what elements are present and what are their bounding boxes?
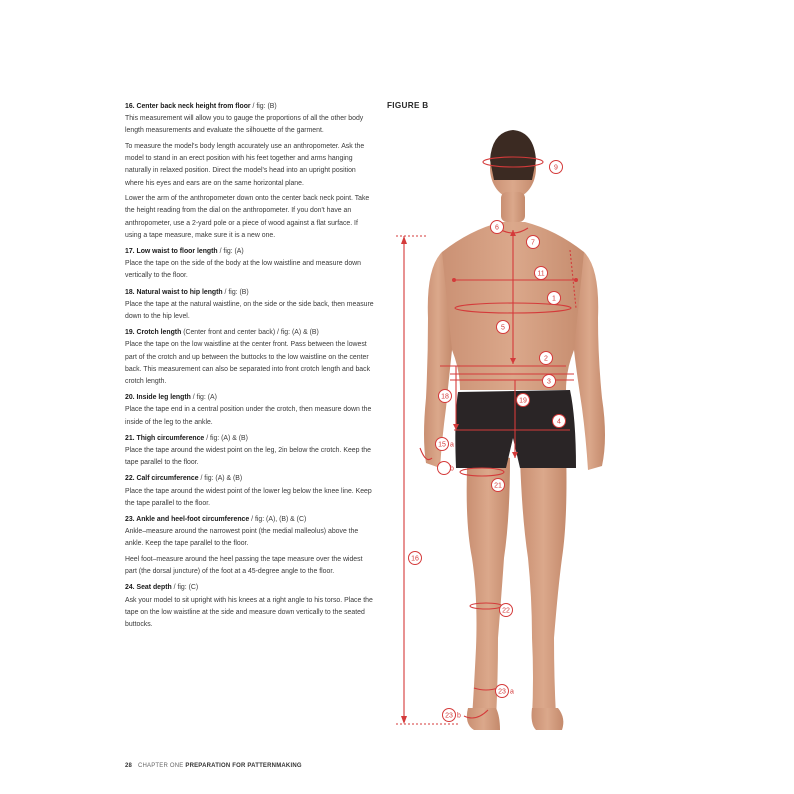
section-title: 19. Crotch length [125,329,182,337]
section-heading [125,433,375,445]
section-paragraph: Ask your model to sit upright with his knees at a right angle to his torso. Place the tape on the low waistline at the side and measure down vertically to the seated buttocks. [125,596,373,629]
callout-label: 3 [547,378,551,386]
callout-label-suffix: b [450,465,454,473]
figure-b-illustration [380,118,660,738]
page-number: 28 [125,763,133,769]
callout-label: 4 [557,418,561,426]
section-paragraph: Heel foot–measure around the heel passing the tape measure over the widest part (the dorsal juncture) of the foot at a 45-degree angle to the floor. [125,556,363,576]
figure-reference: / fig: (B) [222,288,249,296]
section-heading [125,514,375,526]
section-heading [125,287,375,299]
callout-label: 21 [494,482,502,490]
callout-label: 18 [441,393,449,401]
callout-label: 1 [552,295,556,303]
section-heading [125,246,375,258]
section-paragraph: This measurement will allow you to gauge the proportions of all the other body length measurements and evaluate the silhouette of the garment. [125,115,364,135]
figure-reference: / fig: (A) [217,248,244,256]
figure-reference: / fig: (A) & (B) [204,434,248,442]
section-paragraph: To measure the model's body length accurately use an anthropometer. Ask the model to stand in an erect position with his feet together and arms hanging naturally in relaxed position. Direct the model's head into an upright position where his eyes and ears are on the same horizontal plane. [125,143,365,187]
figure-reference: / fig: (A) [190,394,217,402]
section-title: 18. Natural waist to hip length [125,288,223,296]
section-title: 16. Center back neck height from floor [125,103,251,110]
callout-label: 23 [498,688,506,696]
chapter-label: CHAPTER ONE [137,763,184,769]
callout-label: 22 [502,607,510,615]
section-title: 17. Low waist to floor length [125,248,218,256]
section-paragraph: Place the tape around the widest point of the lower leg below the knee line. Keep the tape parallel to the floor. [125,487,372,507]
figure-reference: / fig: (B) [250,103,277,110]
figure-reference: / fig: (A), (B) & (C) [249,516,307,524]
section-title: 24. Seat depth [125,584,172,592]
callout-label-suffix: b [457,712,461,720]
measurement-section [125,327,375,388]
measurement-section [125,101,375,242]
section-heading [125,473,375,485]
callout-label-suffix: a [510,688,514,696]
section-heading [125,392,375,404]
measurement-section [125,582,375,631]
section-paragraph: Place the tape on the low waistline at the center front. Pass between the lowest part of the crotch and up between the buttocks to the low waistline on the center back. This measurement can also be separated into front crotch length and back crotch length. [125,341,371,386]
section-heading [125,327,375,339]
figure-title: FIGURE B [387,101,429,110]
callout-label: 7 [531,239,535,247]
section-paragraph: Place the tape at the natural waistline, on the side or the side back, then measure down to the hip level. [125,300,374,321]
section-title: 23. Ankle and heel-foot circumference [125,516,250,524]
measurement-section [125,433,375,470]
back-view-body-diagram [380,118,660,738]
callout-label: 15 [438,441,446,449]
section-paragraph: Place the tape around the widest point on the leg, 2in below the crotch. Keep the tape parallel to the floor. [125,447,371,467]
figure-reference: / fig: (A) & (B) [198,475,243,483]
callout-label-suffix: a [450,441,454,449]
callout-label: 16 [411,555,419,563]
section-heading [125,101,375,113]
section-paragraph: Place the tape on the side of the body at the low waistline and measure down vertically to the floor. [125,260,361,280]
text-column [125,101,375,635]
page-footer [125,763,302,769]
figure-reference: (Center front and center back) / fig: (A) & (B) [181,329,319,337]
section-paragraph: Lower the arm of the anthropometer down onto the center back neck point. Take the height reading from the dial on the anthropometer. If you don't have an anthropometer, use a 2-yard pole or a piece of wood against a flat surface. If using a tape measure, make sure it is a new one. [125,195,370,239]
measurement-section [125,246,375,283]
callout-label: 9 [554,164,558,172]
callout-label: 11 [537,270,545,278]
callout-label: 6 [495,224,499,232]
measurement-section [125,514,375,578]
section-paragraph: Ankle–measure around the narrowest point (the medial malleolus) above the ankle. Keep the tape parallel to the floor. [125,528,359,548]
measurement-section [125,473,375,510]
section-title: 21. Thigh circumference [125,434,205,442]
callout-label: 19 [519,397,527,405]
figure-reference: / fig: (C) [171,584,199,592]
callout-label: 2 [544,355,548,363]
callout-label: 23 [445,712,453,720]
section-title: 22. Calf circumference [125,475,199,483]
callout-label: 5 [501,324,505,332]
chapter-title: PREPARATION FOR PATTERNMAKING [185,763,302,769]
measurement-section [125,392,375,429]
section-title: 20. Inside leg length [125,394,191,402]
section-paragraph: Place the tape end in a central position under the crotch, then measure down the inside of the leg to the ankle. [125,406,372,426]
section-heading [125,582,375,594]
measurement-section [125,287,375,324]
callout-circle-15b [438,462,451,475]
